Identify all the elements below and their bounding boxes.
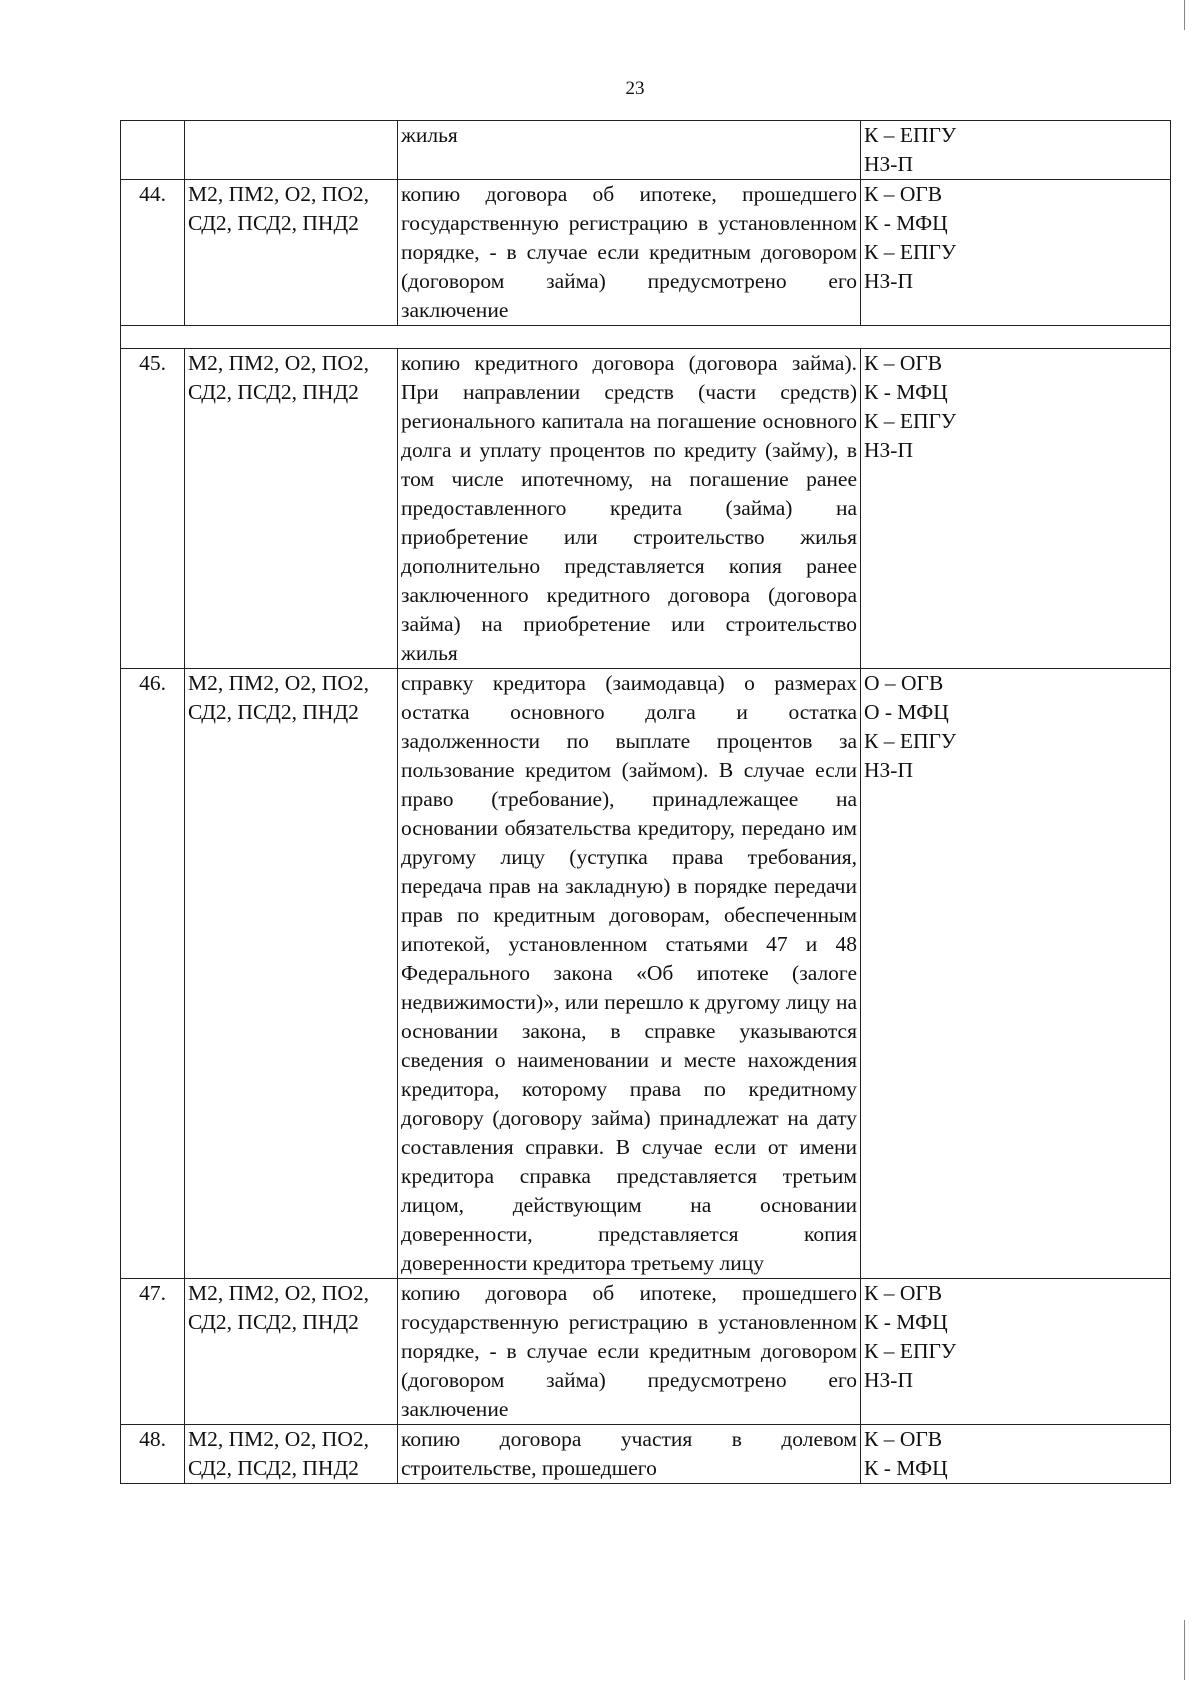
table-row bbox=[121, 1279, 1171, 1425]
row-number: 46. bbox=[121, 669, 185, 1279]
document-description: справку кредитора (заимодавца) о размерах остатка основного долга и остатка задолженности по выплате процентов за пользование кредитом (займом). В случае если право (требование), принадлежащее на основании обязательства кредитору, передано им другому лицу (уступка права требования, передача прав на закладную) в порядке передачи прав по кредитным договорам, обеспеченным ипотекой, установленном статьями 47 и 48 Федерального закона «Об ипотеке (залоге недвижимости)», или перешло к другому лицу на основании закона, в справке указываются сведения о наименовании и месте нахождения кредитора, которому права по кредитному договору (договору займа) принадлежат на дату составления справки. В случае если от имени кредитора справка представляется третьим лицом, действующим на основании доверенности, представляется копия доверенности кредитора третьему лицу bbox=[398, 669, 861, 1279]
submission-method: НЗ-П bbox=[864, 1368, 913, 1392]
category-codes: М2, ПМ2, О2, ПО2, СД2, ПСД2, ПНД2 bbox=[185, 1279, 398, 1425]
category-codes: М2, ПМ2, О2, ПО2, СД2, ПСД2, ПНД2 bbox=[185, 349, 398, 669]
category-codes: М2, ПМ2, О2, ПО2, СД2, ПСД2, ПНД2 bbox=[185, 669, 398, 1279]
submission-method: К - МФЦ bbox=[864, 1456, 948, 1480]
submission-method: К – ЕПГУ bbox=[864, 729, 957, 753]
document-description: копию договора об ипотеке, прошедшего государственную регистрацию в установленном порядке, - в случае если кредитным договором (договором займа) предусмотрено его заключение bbox=[398, 1279, 861, 1425]
submission-method: НЗ-П bbox=[864, 269, 913, 293]
submission-method: О – ОГВ bbox=[864, 671, 944, 695]
submission-method: К – ОГВ bbox=[864, 1281, 943, 1305]
submission-methods bbox=[861, 121, 1171, 180]
row-number: 47. bbox=[121, 1279, 185, 1425]
submission-method: О - МФЦ bbox=[864, 700, 949, 724]
submission-method: К – ЕПГУ bbox=[864, 409, 957, 433]
scan-edge-mark bbox=[1184, 1620, 1185, 1680]
table-row bbox=[121, 349, 1171, 669]
table-row bbox=[121, 1425, 1171, 1484]
submission-method: НЗ-П bbox=[864, 152, 913, 176]
table-row bbox=[121, 669, 1171, 1279]
submission-method: К - МФЦ bbox=[864, 211, 948, 235]
row-number: 45. bbox=[121, 349, 185, 669]
submission-method: К – ЕПГУ bbox=[864, 123, 957, 147]
submission-method: К - МФЦ bbox=[864, 1310, 948, 1334]
table-row bbox=[121, 121, 1171, 180]
submission-method: К – ЕПГУ bbox=[864, 1339, 957, 1363]
submission-methods bbox=[861, 1279, 1171, 1425]
submission-method: К – ЕПГУ bbox=[864, 240, 957, 264]
submission-methods bbox=[861, 669, 1171, 1279]
table-gap-row bbox=[121, 326, 1171, 349]
row-number: 48. bbox=[121, 1425, 185, 1484]
page-number: 23 bbox=[625, 78, 645, 99]
row-number bbox=[121, 121, 185, 180]
submission-methods bbox=[861, 180, 1171, 326]
submission-method: К – ОГВ bbox=[864, 1427, 943, 1451]
category-codes bbox=[185, 121, 398, 180]
submission-method: К – ОГВ bbox=[864, 182, 943, 206]
submission-methods bbox=[861, 349, 1171, 669]
document-description: копию договора участия в долевом строительстве, прошедшего bbox=[398, 1425, 861, 1484]
row-number: 44. bbox=[121, 180, 185, 326]
document-description: копию кредитного договора (договора займа). При направлении средств (части средств) регионального капитала на погашение основного долга и уплату процентов по кредиту (займу), в том числе ипотечному, на погашение ранее предоставленного кредита (займа) на приобретение или строительство жилья дополнительно представляется копия ранее заключенного кредитного договора (договора займа) на приобретение или строительство жилья bbox=[398, 349, 861, 669]
document-description: копию договора об ипотеке, прошедшего государственную регистрацию в установленном порядке, - в случае если кредитным договором (договором займа) предусмотрено его заключение bbox=[398, 180, 861, 326]
submission-method: НЗ-П bbox=[864, 758, 913, 782]
submission-methods bbox=[861, 1425, 1171, 1484]
document-description: жилья bbox=[398, 121, 861, 180]
table-row bbox=[121, 180, 1171, 326]
submission-method: К – ОГВ bbox=[864, 351, 943, 375]
category-codes: М2, ПМ2, О2, ПО2, СД2, ПСД2, ПНД2 bbox=[185, 180, 398, 326]
scan-edge-mark bbox=[1184, 0, 1185, 30]
gap-cell bbox=[121, 326, 1171, 349]
submission-method: НЗ-П bbox=[864, 438, 913, 462]
category-codes: М2, ПМ2, О2, ПО2, СД2, ПСД2, ПНД2 bbox=[185, 1425, 398, 1484]
documents-table bbox=[120, 120, 1171, 1484]
submission-method: К - МФЦ bbox=[864, 380, 948, 404]
